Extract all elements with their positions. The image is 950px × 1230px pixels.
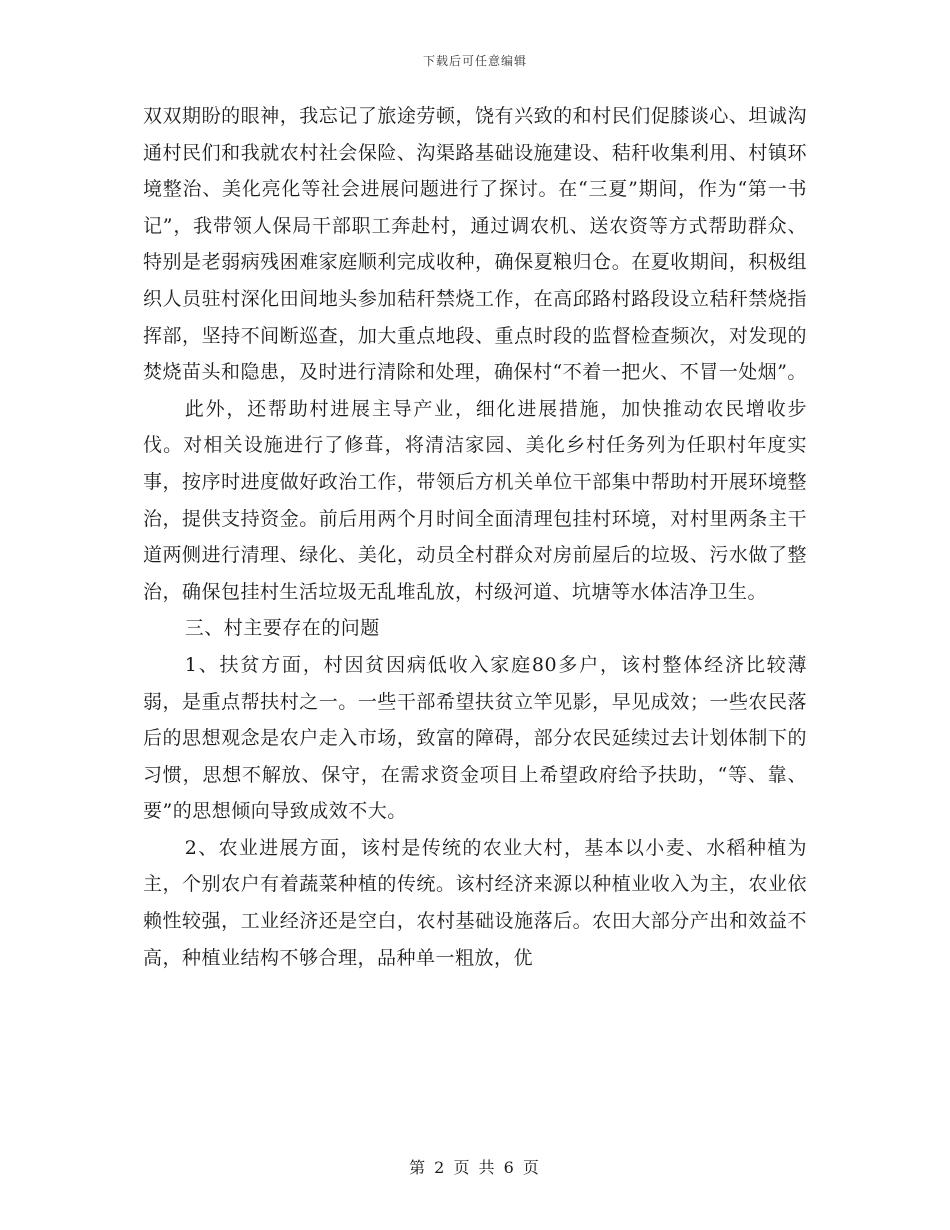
paragraph-4: 2、农业进展方面，该村是传统的农业大村，基本以小麦、水稻种植为主，个别农户有着蔬菜种植的传统。该村经济来源以种植业收入为主，农业依赖性较强，工业经济还是空白，农村基础设施落后。农田大部分产出和效益不高，种植业结构不够合理，品种单一粗放，优 xyxy=(143,836,807,969)
paragraph-3: 1、扶贫方面，村因贫因病低收入家庭80多户，该村整体经济比较薄弱，是重点帮扶村之一。一些干部希望扶贫立竿见影，早见成效；一些农民落后的思想观念是农户走入市场，致富的障碍，部分农民延续过去计划体制下的习惯，思想不解放、保守，在需求资金项目上希望政府给予扶助，“等、靠、要”的思想倾向导致成效不大。 xyxy=(143,653,807,823)
section-heading: 三、村主要存在的问题 xyxy=(184,617,380,640)
page-header: 下载后可任意编辑 xyxy=(422,54,527,68)
paragraph-2: 此外，还帮助村进展主导产业，细化进展措施，加快推动农民增收步伐。对相关设施进行了修葺，将清洁家园、美化乡村任务列为任职村年度实事，按序时进度做好政治工作，带领后方机关单位干部集中帮助村开展环境整治，提供支持资金。前后用两个月时间全面清理包挂村环境，对村里两条主干道两侧进行清理、绿化、美化，动员全村群众对房前屋后的垃圾、污水做了整治，确保包挂村生活垃圾无乱堆乱放，村级河道、坑塘等水体洁净卫生。 xyxy=(143,397,807,603)
document-body xyxy=(143,98,807,976)
page-footer: 第 2 页 共 6 页 xyxy=(409,1158,541,1177)
paragraph-1: 双双期盼的眼神，我忘记了旅途劳顿，饶有兴致的和村民们促膝谈心、坦诚沟通村民们和我就农村社会保险、沟渠路基础设施建设、秸秆收集利用、村镇环境整治、美化亮化等社会进展问题进行了探讨。在“三夏”期间，作为“第一书记”，我带领人保局干部职工奔赴村，通过调农机、送农资等方式帮助群众、特别是老弱病残困难家庭顺利完成收种，确保夏粮归仓。在夏收期间，积极组织人员驻村深化田间地头参加秸秆禁烧工作，在高邱路村路段设立秸秆禁烧指挥部，坚持不间断巡查，加大重点地段、重点时段的监督检查频次，对发现的焚烧苗头和隐患，及时进行清除和处理，确保村“不着一把火、不冒一处烟”。 xyxy=(143,105,807,384)
